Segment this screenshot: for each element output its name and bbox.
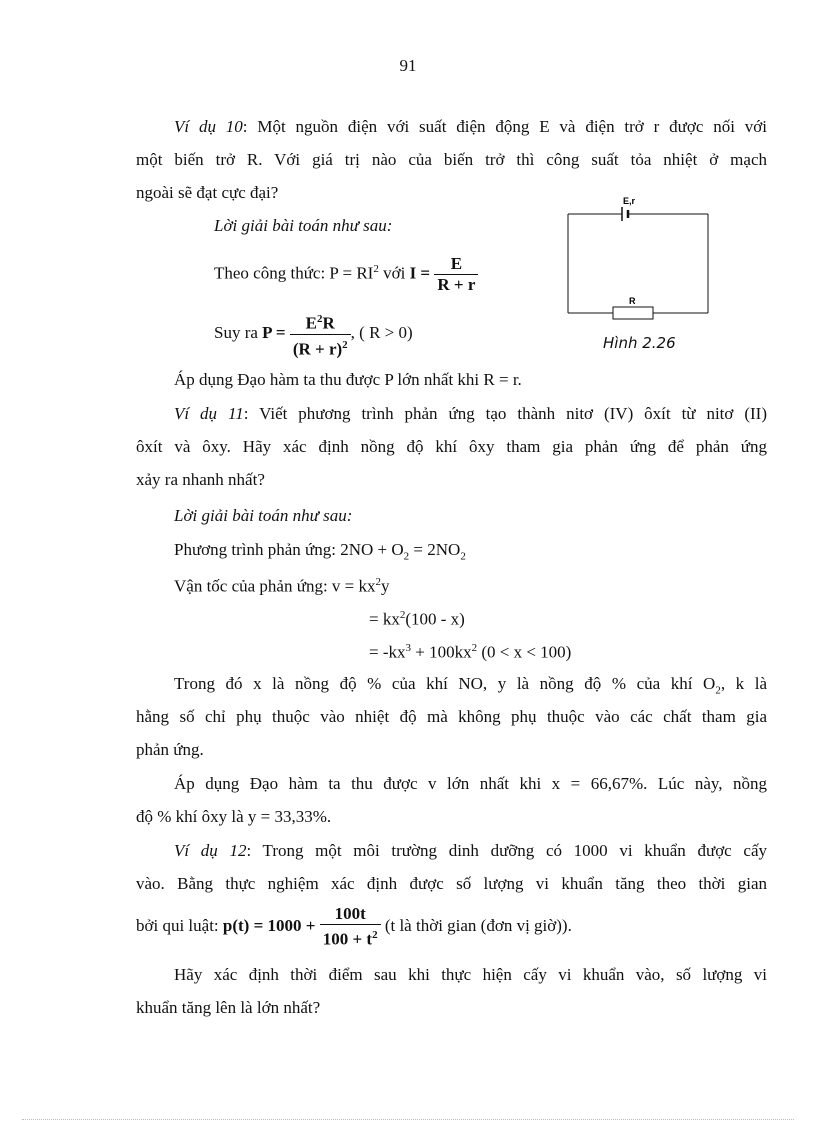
formula-sup: 2 bbox=[373, 263, 379, 275]
ex11-para2-line1: Áp dụng Đạo hàm ta thu được v lớn nhất khi x = 66,67%. Lúc này, nồng bbox=[174, 774, 767, 793]
ex10-line2: một biến trở R. Với giá trị nào của biến trở thì công suất tỏa nhiệt ở mạch bbox=[136, 150, 767, 169]
ex11-line2: ôxít và ôxy. Hãy xác định nồng độ khí ôxy tham gia phản ứng để phản ứng bbox=[136, 437, 767, 456]
ex12-question-line2: khuẩn tăng lên là lớn nhất? bbox=[136, 998, 321, 1017]
p-note: (t là thời gian (đơn vị giờ)). bbox=[380, 916, 572, 935]
ex12-label: Ví dụ 12 bbox=[174, 841, 247, 860]
formula-with: với bbox=[378, 263, 410, 283]
ex10-conclusion: Áp dụng Đạo hàm ta thu được P lớn nhất khi R = r. bbox=[174, 370, 522, 389]
ex11-reaction: Phương trình phản ứng: $2NO + O_2 = 2NO_2$ bbox=[174, 540, 466, 563]
ex12-line1 bbox=[174, 841, 767, 861]
ex11-step2: = $kx^2(100 - x)$ bbox=[369, 609, 465, 629]
ex11-step3: = $-kx^3 + 100kx^2$ (0 < x < 100) bbox=[369, 642, 572, 662]
p-lhs: p(t) = 1000 + bbox=[222, 916, 316, 935]
ex11-rate: Vận tốc của phản ứng: $v = kx^2y$ bbox=[174, 576, 390, 596]
resistor bbox=[613, 307, 653, 319]
bottom-divider bbox=[22, 1119, 794, 1120]
ex10-label: Ví dụ 10 bbox=[174, 117, 243, 136]
resistor-label: R bbox=[629, 296, 636, 306]
ex11-line1-text: : Viết phương trình phản ứng tạo thành nitơ (IV) ôxít từ nitơ (II) bbox=[243, 404, 767, 423]
ex12-line1-text: : Trong một môi trường dinh dưỡng có 1000 vi khuẩn được cấy bbox=[246, 841, 767, 860]
ex10-line1 bbox=[174, 117, 767, 137]
ex12-law bbox=[136, 904, 572, 950]
p-numerator: 100t bbox=[334, 904, 366, 924]
P-fraction bbox=[290, 309, 351, 359]
ex11-para1-line2: hằng số chỉ phụ thuộc vào nhiệt độ mà không phụ thuộc vào các chất tham gia bbox=[136, 707, 767, 726]
ex11-solution-label: Lời giải bài toán như sau: bbox=[174, 506, 353, 525]
I-numerator: E bbox=[450, 254, 463, 274]
I-fraction bbox=[434, 254, 478, 295]
circuit-diagram bbox=[560, 193, 720, 328]
P-condition: , ( R > 0) bbox=[350, 323, 413, 343]
formula-intro: Theo công thức: P = RI bbox=[214, 263, 374, 283]
ex11-line1 bbox=[174, 404, 767, 424]
source-label: E,r bbox=[623, 196, 636, 206]
ex11-para1-line1: Trong đó x là nồng độ % của khí NO, y là nồng độ % của khí $O_2$, k là bbox=[174, 674, 767, 697]
P-numerator: $E^2R$ bbox=[305, 313, 335, 333]
I-lhs: I = bbox=[409, 263, 431, 283]
P-denominator: $(R + r)^2$ bbox=[290, 334, 351, 360]
ex12-question-line1: Hãy xác định thời điểm sau khi thực hiện cấy vi khuẩn vào, số lượng vi bbox=[174, 965, 767, 984]
ex10-solution-label: Lời giải bài toán như sau: bbox=[214, 216, 393, 235]
ex11-label: Ví dụ 11 bbox=[174, 404, 244, 423]
ex10-line1-text: : Một nguồn điện với suất điện động E và điện trở r được nối với bbox=[242, 117, 767, 136]
ex10-formula-P bbox=[214, 309, 413, 359]
page-number: 91 bbox=[399, 56, 417, 75]
suy-ra-text: Suy ra bbox=[214, 323, 263, 343]
ex11-para1-line3: phản ứng. bbox=[136, 740, 204, 759]
ex11-line3: xảy ra nhanh nhất? bbox=[136, 470, 265, 489]
ex11-para2-line2: độ % khí ôxy là y = 33,33%. bbox=[136, 807, 332, 826]
I-denominator: R + r bbox=[434, 274, 478, 295]
figure-caption: Hình 2.26 bbox=[603, 334, 676, 352]
P-lhs: P = bbox=[262, 323, 286, 343]
ex12-line2: vào. Bằng thực nghiệm xác định được số lượng vi khuẩn tăng theo thời gian bbox=[136, 874, 767, 893]
p-fraction bbox=[320, 904, 381, 950]
p-denominator: $100 + t^2$ bbox=[320, 924, 381, 950]
ex10-line3: ngoài sẽ đạt cực đại? bbox=[136, 183, 279, 202]
law-intro: bởi qui luật: bbox=[136, 916, 223, 935]
ex10-formula-I bbox=[214, 247, 478, 296]
